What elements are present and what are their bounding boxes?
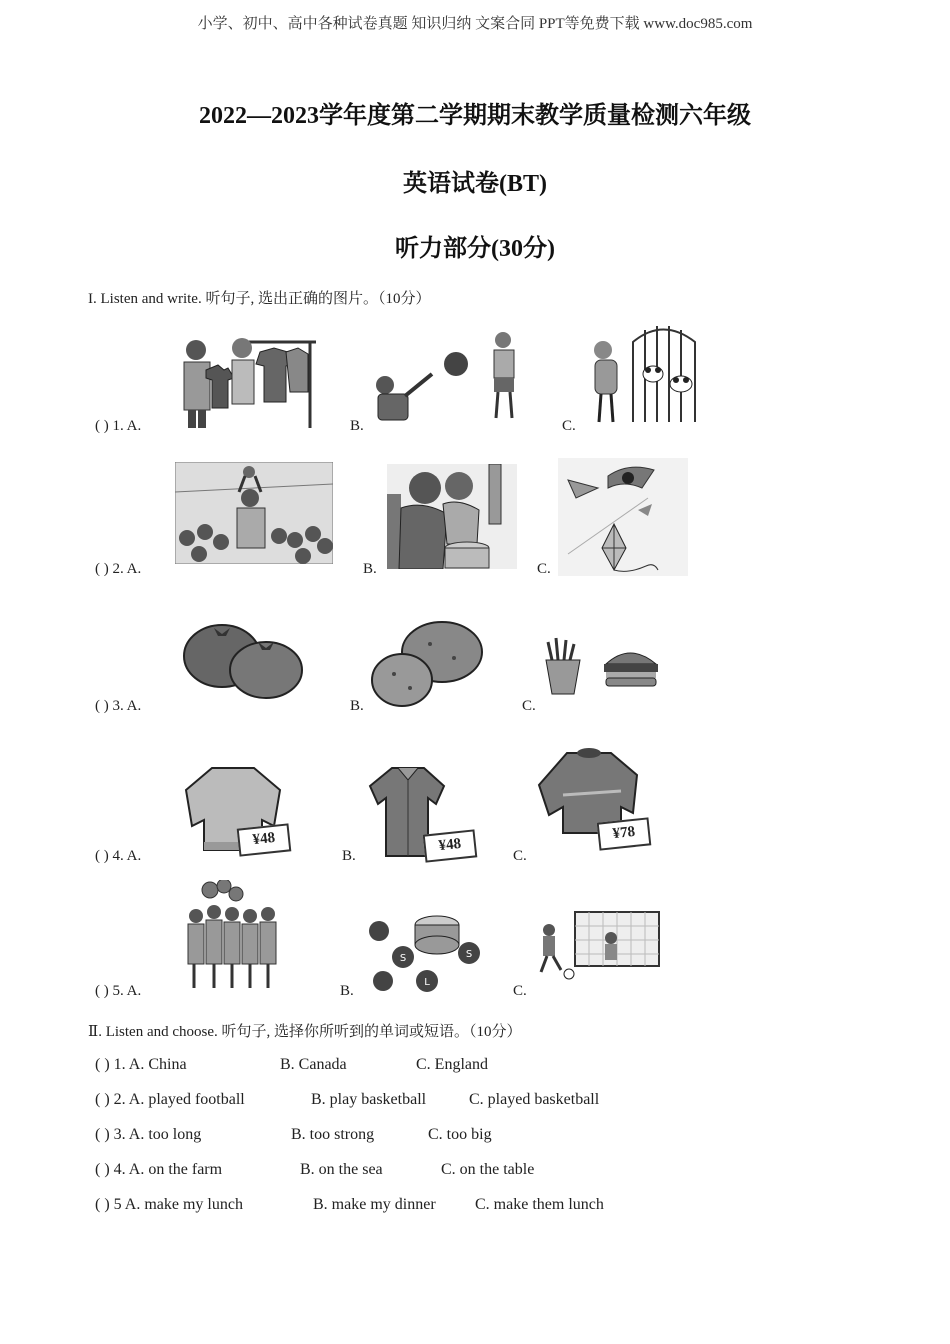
q1-option-b: B.: [350, 418, 364, 434]
q3c-fries-burger-picture: [540, 636, 662, 698]
q2-3-option-a: ( ) 3. A. too long: [95, 1126, 202, 1143]
q5a-party-crowd-picture: [184, 880, 284, 992]
q2-3-option-c: C. too big: [428, 1126, 492, 1143]
part1-heading: I. Listen and write. 听句子, 选出正确的图片。（10分）: [88, 291, 431, 307]
q5-option-c: C.: [513, 983, 527, 999]
q2-4-option-c: C. on the table: [441, 1161, 535, 1178]
q1a-clothes-shop-picture: [178, 330, 323, 430]
q2a-winner-crowd-picture: [175, 462, 333, 564]
q2-2-option-a: ( ) 2. A. played football: [95, 1091, 245, 1108]
q2-number: ( ) 2. A.: [95, 561, 142, 577]
q4b-price-tag: ¥48: [423, 829, 478, 862]
q2-2-option-b: B. play basketball: [311, 1091, 427, 1108]
q5-option-b: B.: [340, 983, 354, 999]
q4c-price-tag: ¥78: [597, 817, 652, 850]
section-title: 听力部分(30分): [395, 236, 555, 262]
q1-option-c: C.: [562, 418, 576, 434]
q1-number: ( ) 1. A.: [95, 418, 142, 434]
svg-text:L: L: [424, 977, 430, 988]
q4-option-b: B.: [342, 848, 356, 864]
q1c-zoo-pandas-picture: [583, 322, 708, 427]
svg-text:S: S: [399, 953, 407, 964]
q3-option-c: C.: [522, 698, 536, 714]
part2-heading: Ⅱ. Listen and choose. 听句子, 选择你所听到的单词或短语。（10分）: [88, 1024, 522, 1040]
q3a-tomatoes-picture: [182, 622, 304, 700]
q2-3-option-b: B. too strong: [291, 1126, 375, 1143]
q5b-cake-letters-picture: [365, 905, 485, 997]
q3-number: ( ) 3. A.: [95, 698, 142, 714]
q2-option-b: B.: [363, 561, 377, 577]
q3b-potatoes-picture: [370, 614, 488, 710]
q5c-football-goal-picture: [535, 908, 663, 980]
q1b-ball-play-picture: [370, 330, 535, 425]
q4a-price-tag: ¥48: [237, 823, 292, 856]
exam-title: 2022—2023学年度第二学期期末教学质量检测六年级: [199, 103, 751, 129]
q2-1-option-b: B. Canada: [280, 1056, 347, 1073]
q2-4-option-a: ( ) 4. A. on the farm: [95, 1161, 223, 1178]
svg-text:S: S: [465, 949, 473, 960]
q2-5-option-b: B. make my dinner: [313, 1196, 436, 1213]
header-banner: 小学、初中、高中各种试卷真题 知识归纳 文案合同 PPT等免费下载 www.doc985.com: [197, 16, 753, 32]
q4-option-c: C.: [513, 848, 527, 864]
q2-1-option-c: C. England: [416, 1056, 488, 1073]
q3-option-b: B.: [350, 698, 364, 714]
exam-subtitle: 英语试卷(BT): [403, 171, 547, 197]
q2c-kites-picture: [558, 458, 688, 576]
q2-5-option-c: C. make them lunch: [475, 1196, 604, 1213]
q2-4-option-b: B. on the sea: [300, 1161, 383, 1178]
q2-1-option-a: ( ) 1. A. China: [95, 1056, 187, 1073]
q4-number: ( ) 4. A.: [95, 848, 142, 864]
q2-2-option-c: C. played basketball: [469, 1091, 600, 1108]
q2-5-option-a: ( ) 5 A. make my lunch: [95, 1196, 243, 1213]
q2-option-c: C.: [537, 561, 551, 577]
q2b-washing-picture: [387, 464, 517, 569]
q5-number: ( ) 5. A.: [95, 983, 142, 999]
